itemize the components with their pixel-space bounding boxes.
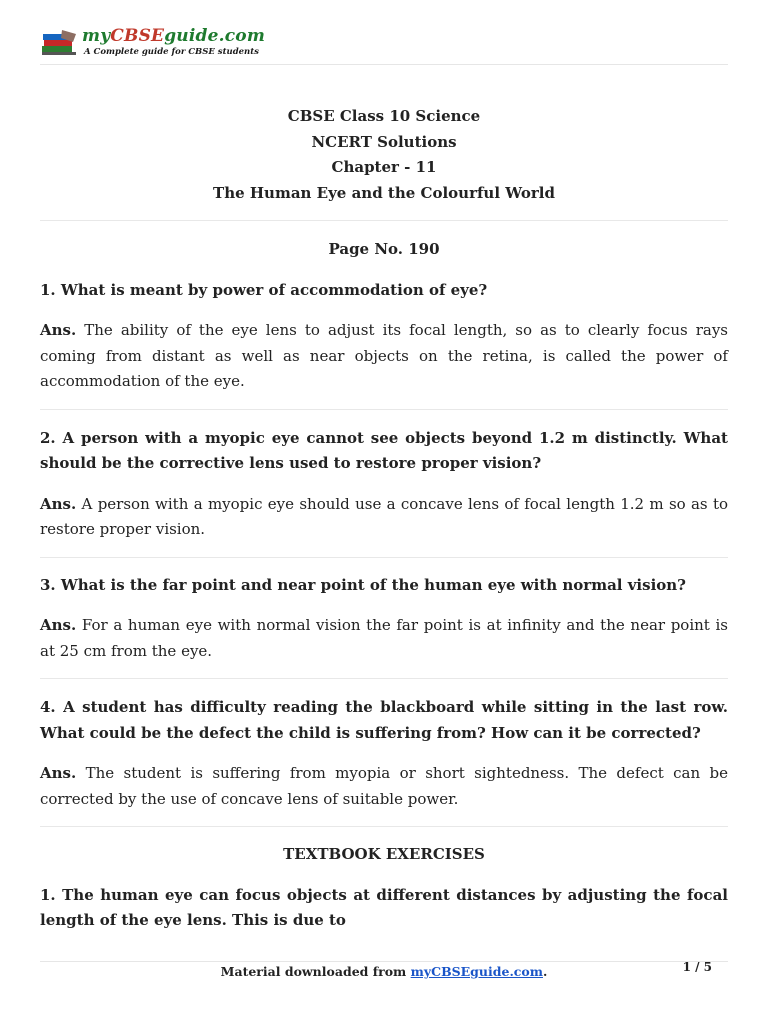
answer-text: For a human eye with normal vision the far point is at infinity and the near point is at 25 cm from the eye. bbox=[40, 616, 728, 660]
title-line-2: NCERT Solutions bbox=[311, 132, 457, 151]
answer-3 bbox=[40, 613, 728, 664]
divider bbox=[40, 557, 728, 558]
section-heading: TEXTBOOK EXERCISES bbox=[283, 845, 485, 863]
page-number: 1 / 5 bbox=[682, 960, 712, 974]
site-logo[interactable] bbox=[40, 26, 266, 60]
footer-link[interactable]: myCBSEguide.com bbox=[410, 964, 543, 979]
books-icon bbox=[40, 28, 80, 56]
ans-label: Ans. bbox=[40, 616, 77, 634]
footer-suffix: . bbox=[542, 964, 548, 979]
page-label: Page No. 190 bbox=[328, 240, 440, 258]
answer-text: A person with a myopic eye should use a concave lens of focal length 1.2 m so as to restore proper vision. bbox=[40, 494, 728, 538]
question-3: 3. What is the far point and near point of the human eye with normal vision? bbox=[40, 575, 686, 594]
page-header bbox=[40, 26, 728, 65]
document-body bbox=[40, 104, 728, 934]
title-line-1: CBSE Class 10 Science bbox=[287, 107, 481, 125]
question-2: 2. A person with a myopic eye cannot see objects beyond 1.2 m distinctly. What should be the corrective lens used to restore proper vision? bbox=[40, 428, 728, 472]
question-4: 4. A student has difficulty reading the blackboard while sitting in the last row. What could be the defect the child is suffering from? How can it be corrected? bbox=[40, 698, 728, 742]
logo-suffix: guide.com bbox=[164, 26, 266, 46]
answer-2 bbox=[40, 492, 728, 543]
answer-text: The student is suffering from myopia or short sightedness. The defect can be corrected by the use of concave lens of suitable power. bbox=[40, 764, 728, 808]
answer-text: The ability of the eye lens to adjust its focal length, so as to clearly focus rays coming from distant as well as near objects on the retina, is called the power of accommodation of the eye. bbox=[40, 321, 728, 390]
divider bbox=[40, 220, 728, 221]
document-title bbox=[40, 104, 728, 206]
ans-label: Ans. bbox=[40, 321, 77, 339]
question-1: 1. What is meant by power of accommodation of eye? bbox=[40, 280, 488, 299]
logo-tagline: A Complete guide for CBSE students bbox=[84, 47, 259, 57]
footer-text bbox=[40, 964, 728, 979]
answer-1 bbox=[40, 318, 728, 395]
page-footer bbox=[40, 960, 728, 979]
divider bbox=[40, 409, 728, 410]
ans-label: Ans. bbox=[40, 764, 77, 782]
divider bbox=[40, 826, 728, 827]
title-line-4: The Human Eye and the Colourful World bbox=[213, 183, 555, 202]
ans-label: Ans. bbox=[40, 494, 77, 513]
logo-text bbox=[82, 26, 265, 46]
footer-prefix: Material downloaded from bbox=[220, 964, 411, 979]
title-line-3: Chapter - 11 bbox=[331, 158, 437, 176]
answer-4 bbox=[40, 761, 728, 812]
exercise-question-1: 1. The human eye can focus objects at different distances by adjusting the focal length of the eye lens. This is due to bbox=[40, 885, 728, 929]
logo-prefix: my bbox=[82, 26, 111, 46]
divider bbox=[40, 678, 728, 679]
logo-brand: CBSE bbox=[110, 26, 165, 46]
